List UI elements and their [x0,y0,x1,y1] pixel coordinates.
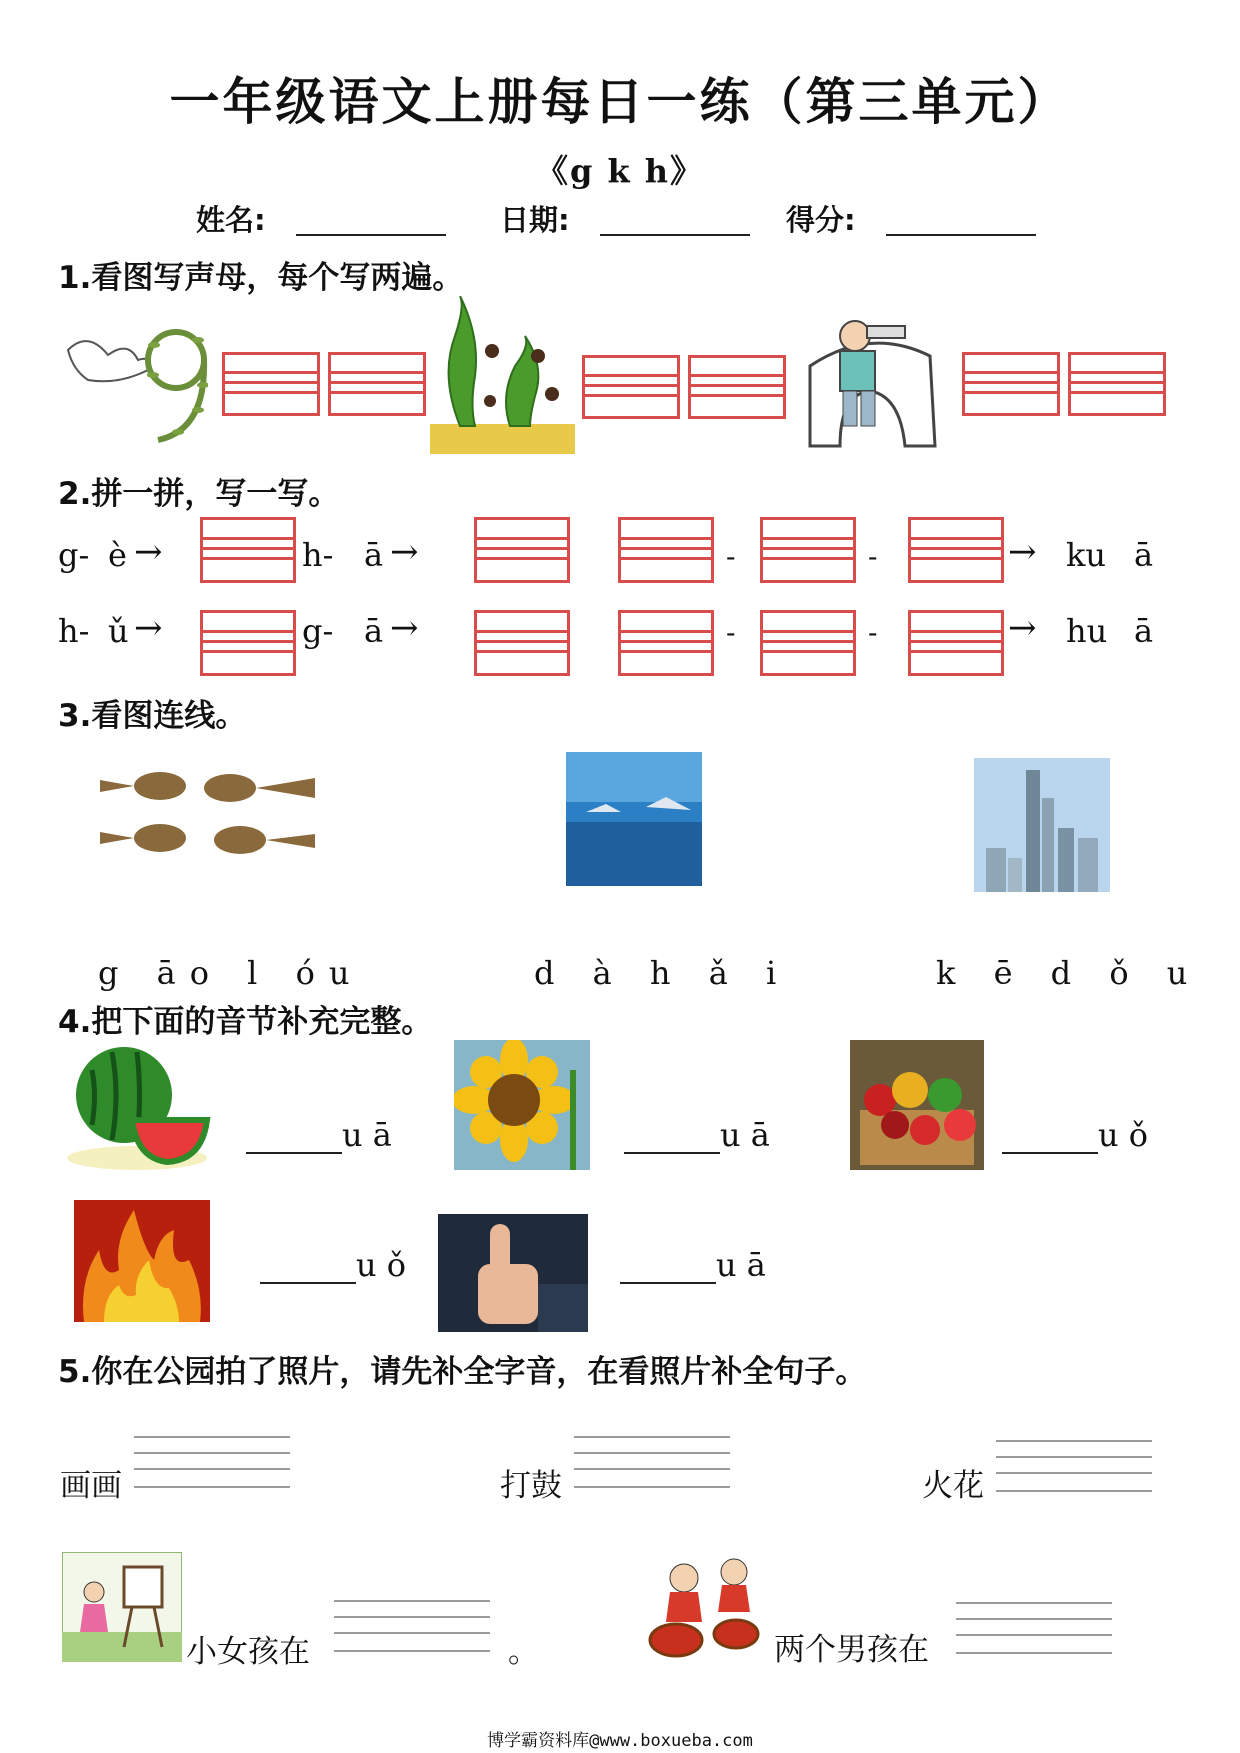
writing-grid[interactable] [474,610,570,676]
q3-title: 3.看图连线。 [58,698,247,734]
writing-grid[interactable] [582,355,680,419]
syllable-tail: u ǒ [1098,1116,1149,1154]
sentence-writing-lines[interactable] [334,1600,490,1652]
pinyin-part: g- [58,536,90,574]
sunflower-picture [454,1040,590,1170]
arrow-icon: → [134,532,163,572]
pinyin-result: hu [1066,612,1108,650]
pinyin-result: ku [1066,536,1106,574]
writing-grid[interactable] [618,517,714,583]
writing-grid[interactable] [760,517,856,583]
q1-title: 1.看图写声母，每个写两遍。 [58,260,464,296]
boys-drumming-picture [646,1550,766,1660]
syllable-tail: u ā [342,1116,392,1154]
sentence-period: 。 [508,1634,539,1670]
word-label: 打鼓 [500,1468,562,1504]
arrow-icon: → [390,608,419,648]
pinyin-part: è [108,536,127,574]
tadpoles-picture [100,758,320,868]
answer-blank[interactable] [624,1152,720,1154]
thumbs-up-picture [438,1214,588,1332]
boy-h-picture [795,306,945,456]
writing-grid[interactable] [1068,352,1166,416]
score-label: 得分: [786,203,856,237]
pinyin-part: h- [58,612,90,650]
girl-painting-picture [62,1552,182,1662]
answer-blank[interactable] [260,1282,356,1284]
pinyin-writing-lines[interactable] [996,1440,1152,1492]
page-title: 一年级语文上册每日一练（第三单元） [169,73,1071,131]
dash: - [726,540,736,573]
word-label: 画画 [60,1468,122,1504]
word-label: 火花 [922,1468,984,1504]
name-label: 姓名: [196,203,266,237]
arrow-icon: → [390,532,419,572]
pinyin-result: ā [1134,612,1154,650]
sea-picture [566,752,702,886]
sentence-writing-lines[interactable] [956,1602,1112,1654]
arrow-icon: → [1008,532,1037,572]
pinyin-writing-lines[interactable] [134,1436,290,1488]
footer-watermark: 博学霸资料库@www.boxueba.com [487,1731,753,1751]
pinyin-option: g āo l óu [98,954,364,992]
writing-grid[interactable] [618,610,714,676]
buildings-picture [974,758,1110,892]
writing-grid[interactable] [908,610,1004,676]
arrow-icon: → [134,608,163,648]
pinyin-result: ā [1134,536,1154,574]
writing-grid[interactable] [328,352,426,416]
pinyin-option: d à h ǎ i [534,954,791,992]
pinyin-part: ā [364,536,384,574]
sentence-start: 小女孩在 [186,1634,310,1670]
writing-grid[interactable] [474,517,570,583]
pinyin-part: ǔ [108,612,129,650]
answer-blank[interactable] [620,1282,716,1284]
syllable-tail: u ā [716,1246,766,1284]
fire-picture [74,1200,210,1322]
writing-grid[interactable] [908,517,1004,583]
dash: - [726,616,736,649]
syllable-tail: u ǒ [356,1246,407,1284]
name-field[interactable] [296,234,446,236]
dash: - [868,616,878,649]
writing-grid[interactable] [200,610,296,676]
date-field[interactable] [600,234,750,236]
seaweed-k-picture [430,296,575,454]
page-subtitle: 《g k h》 [535,152,705,190]
pinyin-option: k ē d ǒ u [936,954,1202,992]
arrow-icon: → [1008,608,1037,648]
writing-grid[interactable] [222,352,320,416]
dove-g-picture [58,310,208,450]
pinyin-part: g- [302,612,334,650]
dash: - [868,540,878,573]
q5-title: 5.你在公园拍了照片，请先补全字音，在看照片补全句子。 [58,1354,867,1390]
score-field[interactable] [886,234,1036,236]
watermelon-picture [62,1040,212,1170]
answer-blank[interactable] [246,1152,342,1154]
pinyin-part: h- [302,536,334,574]
fruit-basket-picture [850,1040,984,1170]
writing-grid[interactable] [688,355,786,419]
writing-grid[interactable] [962,352,1060,416]
sentence-start: 两个男孩在 [774,1632,929,1668]
writing-grid[interactable] [760,610,856,676]
date-label: 日期: [500,203,570,237]
pinyin-writing-lines[interactable] [574,1436,730,1488]
answer-blank[interactable] [1002,1152,1098,1154]
pinyin-part: ā [364,612,384,650]
writing-grid[interactable] [200,517,296,583]
q2-title: 2.拼一拼，写一写。 [58,476,340,512]
syllable-tail: u ā [720,1116,770,1154]
q4-title: 4.把下面的音节补充完整。 [58,1004,433,1040]
